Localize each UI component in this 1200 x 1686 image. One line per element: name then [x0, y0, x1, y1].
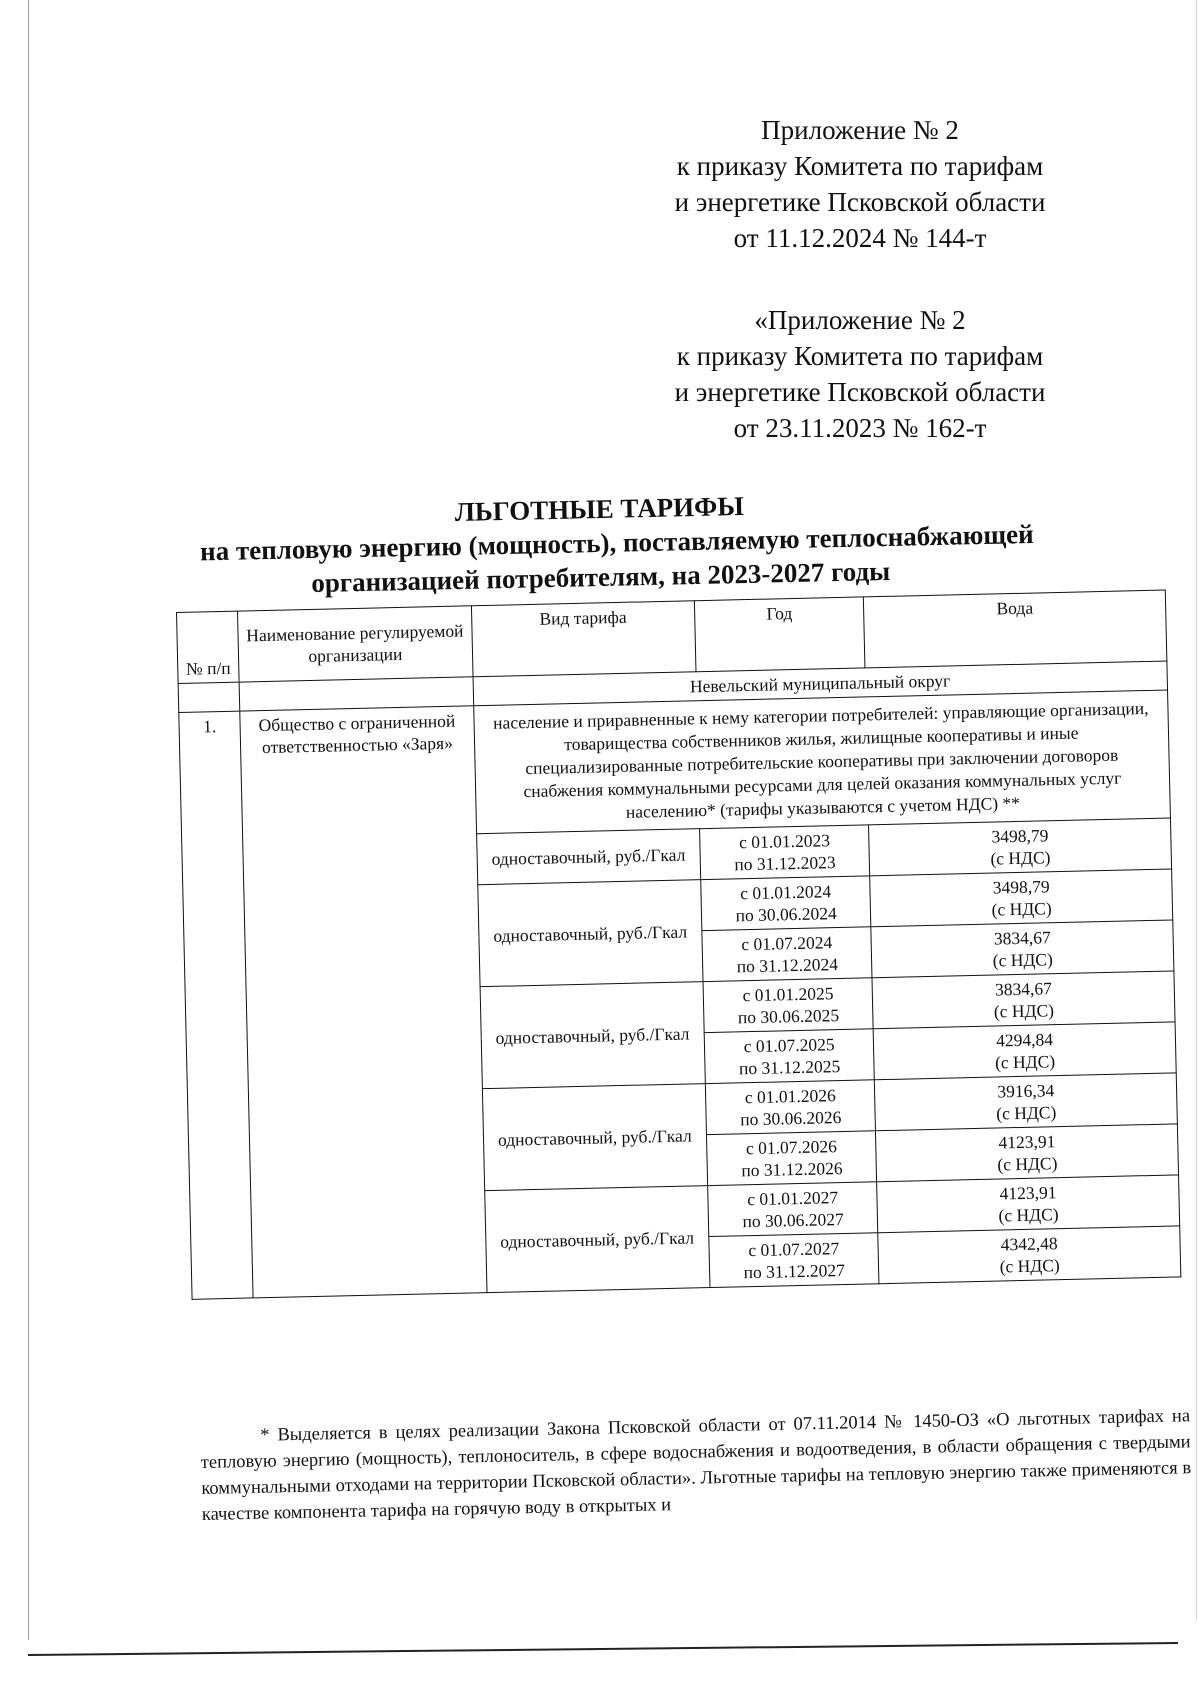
- vat-note: (с НДС): [998, 1204, 1059, 1226]
- water-cell: [870, 869, 1173, 927]
- district-name: Невельский муниципальный округ: [473, 661, 1168, 706]
- tariff-value: 3498,79: [992, 876, 1050, 898]
- period-from: с 01.01.2023: [738, 830, 831, 853]
- period-to: по 30.06.2025: [737, 1005, 840, 1028]
- appendix-old-line: и энергетике Псковской области: [674, 377, 1046, 407]
- scan-left-edge: [28, 0, 29, 1640]
- appendix-old-line: к приказу Комитета по тарифам: [676, 341, 1044, 371]
- appendix-header-old: [650, 302, 1070, 446]
- appendix-header-new: [650, 112, 1070, 256]
- water-cell: [878, 1226, 1181, 1284]
- period-cell: [702, 927, 872, 982]
- period-from: с 01.07.2026: [745, 1136, 838, 1159]
- district-blank-num: [178, 682, 240, 712]
- tariff-value: 4342,48: [1000, 1233, 1058, 1255]
- period-to: по 30.06.2027: [742, 1209, 844, 1232]
- appendix-new-line: к приказу Комитета по тарифам: [676, 151, 1044, 181]
- period-from: с 01.07.2024: [741, 932, 833, 955]
- title-line-3: организацией потребителям, на 2023-2027 годы: [310, 555, 891, 599]
- document-title: [199, 484, 1034, 603]
- vat-note: (с НДС): [991, 898, 1052, 920]
- tariff-value: 4123,91: [999, 1182, 1057, 1204]
- appendix-old-line: от 23.11.2023 № 162-т: [733, 413, 987, 443]
- water-cell: [873, 1022, 1176, 1080]
- tariff-type: одноставочный, руб./Гкал: [480, 982, 706, 1089]
- consumer-category: население и приравненные к нему категории потребителей: управляющие организации, товарищества собственников жилья, жилищные кооперативы и иные специализированные потребительские кооперативы при заключении договоров снабжения коммунальными ресурсами для целей оказания коммунальных услуг населению* (тарифы указываются с учетом НДС) **: [473, 690, 1170, 834]
- vat-note: (с НДС): [997, 1153, 1058, 1175]
- footnote: [200, 1403, 1192, 1528]
- period-to: по 31.12.2025: [738, 1056, 841, 1079]
- period-to: по 31.12.2023: [734, 852, 836, 875]
- period-cell: [708, 1182, 878, 1237]
- period-to: по 30.06.2026: [739, 1107, 842, 1130]
- period-cell: [700, 825, 870, 880]
- water-cell: [877, 1175, 1180, 1233]
- period-cell: [701, 876, 871, 931]
- period-from: с 01.01.2027: [746, 1187, 839, 1210]
- appendix-new-line: от 11.12.2024 № 144-т: [733, 223, 987, 253]
- tariff-type: одноставочный, руб./Гкал: [476, 829, 701, 885]
- category-row: [179, 690, 1171, 840]
- water-cell: [871, 920, 1174, 978]
- scan-bottom-edge: [28, 1642, 1178, 1656]
- period-cell: [709, 1233, 879, 1288]
- tariff-value: 4123,91: [998, 1131, 1056, 1153]
- vat-note: (с НДС): [993, 1000, 1055, 1022]
- tariff-value: 3834,67: [994, 978, 1053, 1000]
- tariff-type: одноставочный, руб./Гкал: [477, 880, 703, 987]
- water-cell: [872, 971, 1175, 1029]
- tariff-value: 3916,34: [997, 1080, 1055, 1102]
- period-from: с 01.01.2026: [744, 1085, 836, 1108]
- vat-note: (с НДС): [992, 949, 1054, 971]
- vat-note: (с НДС): [994, 1051, 1056, 1073]
- water-cell: [876, 1124, 1179, 1182]
- water-cell: [875, 1073, 1178, 1131]
- period-cell: [707, 1131, 877, 1186]
- tariff-table: [176, 590, 1181, 1300]
- period-to: по 30.06.2024: [735, 903, 838, 926]
- tariff-table-wrapper: [176, 590, 1181, 1300]
- header-voda: Вода: [864, 590, 1167, 668]
- appendix-old-line: «Приложение № 2: [754, 305, 966, 335]
- period-cell: [703, 978, 873, 1033]
- period-to: по 31.12.2026: [741, 1158, 843, 1181]
- header-vid: Вид тарифа: [471, 601, 696, 677]
- organization-name: Общество с ограниченной ответственностью «Заря»: [240, 706, 487, 1298]
- title-line-1: ЛЬГОТНЫЕ ТАРИФЫ: [454, 490, 745, 528]
- period-from: с 01.07.2027: [748, 1238, 840, 1261]
- period-cell: [705, 1080, 875, 1135]
- period-from: с 01.01.2024: [740, 881, 832, 904]
- title-line-2: на тепловую энергию (мощность), поставляемую теплоснабжающей: [199, 518, 1034, 567]
- appendix-new-line: Приложение № 2: [761, 115, 959, 145]
- tariff-value: 3498,79: [991, 825, 1049, 847]
- footnote-text: * Выделяется в целях реализации Закона Псковской области от 07.11.2014 № 1450-ОЗ «О льготных тарифах на тепловую энергию (мощность), теплоноситель, в сфере водоснабжения и водоотведения, в области обращения с твердыми коммунальными отходами на территории Псковской области». Льготные тарифы на тепловую энергию также применяются в качестве компонента тарифа на горячую воду в открытых и: [200, 1406, 1192, 1525]
- header-num: № п/п: [177, 611, 240, 683]
- scan-right-edge: [1196, 0, 1197, 1620]
- period-to: по 31.12.2024: [736, 954, 839, 977]
- appendix-new-line: и энергетике Псковской области: [674, 187, 1046, 217]
- tariff-type: одноставочный, руб./Гкал: [482, 1084, 708, 1191]
- vat-note: (с НДС): [999, 1255, 1060, 1277]
- vat-note: (с НДС): [990, 847, 1051, 869]
- tariff-value: 4294,84: [995, 1029, 1054, 1051]
- period-from: с 01.07.2025: [743, 1034, 835, 1057]
- header-god: Год: [694, 597, 865, 672]
- tariff-type: одноставочный, руб./Гкал: [484, 1186, 710, 1293]
- period-cell: [704, 1029, 874, 1084]
- period-from: с 01.01.2025: [742, 983, 834, 1006]
- header-org: Наименование регулируемой организации: [238, 606, 473, 682]
- vat-note: (с НДС): [996, 1102, 1057, 1124]
- tariff-value: 3834,67: [993, 927, 1051, 949]
- row-number: 1.: [179, 711, 253, 1299]
- period-to: по 31.12.2027: [743, 1259, 846, 1283]
- water-cell: [869, 818, 1172, 876]
